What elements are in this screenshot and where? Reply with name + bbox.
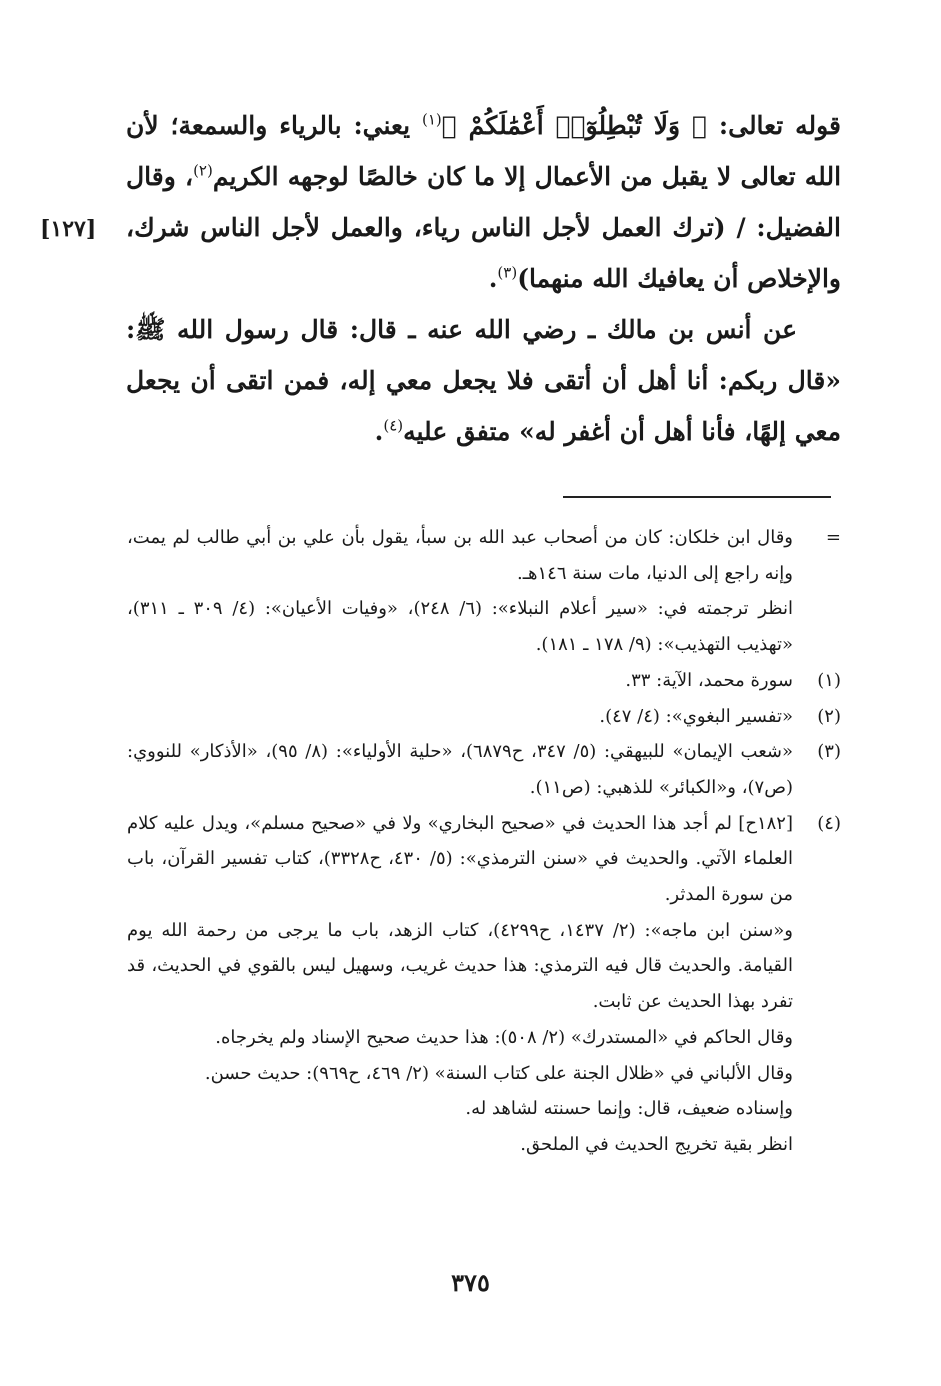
footnote-3 [127,734,841,805]
p1-text-b: يعني: بالرياء والسمعة؛ لأن الله تعالى لا يقبل من الأعمال إلا ما كان خالصًا لوجهه الكريم [126,111,842,191]
footnote-text: وقال الألباني في «ظلال الجنة على كتاب السنة» (٢/ ٤٦٩، ح٩٦٩): حديث حسن. [204,1062,793,1084]
footnote-1 [127,663,841,699]
footnote-text: وقال ابن خلكان: كان من أصحاب عبد الله بن سبأ، يقول بأن علي بن أبي طالب لم يمت، وإنه راجع إلى الدنيا، مات سنة ١٤٦هـ. [127,527,793,584]
p2-end: . [374,417,384,446]
footnote-2 [127,699,841,735]
footnote-text: [١٨٢ح] لم أجد هذا الحديث في «صحيح البخاري» ولا في «صحيح مسلم»، ويدل عليه كلام العلماء الآتي. والحديث في «سنن الترمذي»: (٥/ ٤٣٠، ح٣٣٢٨)، كتاب تفسير القرآن، باب من سورة المدثر. [127,812,793,906]
footnote-number: (١) [817,669,841,691]
footnote-text: «شعب الإيمان» للبيهقي: (٥/ ٣٤٧، ح٦٨٧٩)، «حلية الأولياء»: (٨/ ٩٥)، «الأذكار» للنووي: (ص٧)، و«الكبائر» للذهبي: (ص١١). [127,741,793,798]
p1-end: . [488,264,498,293]
footnote-continued-1 [127,520,841,591]
footnote-continued-2 [127,591,841,662]
footnote-4-extra-1 [127,913,841,1020]
footnote-text: «تفسير البغوي»: (٤/ ٤٧). [599,705,793,727]
footnote-text: وإسناده ضعيف، قال: وإنما حسنته لشاهد له. [465,1098,793,1120]
footnote-text: و«سنن ابن ماجه»: (٢/ ١٤٣٧، ح٤٢٩٩)، كتاب الزهد، باب ما يرجى من رحمة الله يوم القيامة. والحديث قال فيه الترمذي: هذا حديث غريب، وسهيل ليس بالقوي في الحديث، قد تفرد بهذا الحديث عن ثابت. [127,919,793,1013]
quran-verse: ﴿ وَلَا تُبْطِلُوٓا۟ أَعْمَٰلَكُمْ ﴾ [441,111,707,140]
footnote-text: سورة محمد، الآية: ٣٣. [625,669,793,691]
continuation-mark: = [825,527,841,548]
footnote-number: (٤) [817,812,841,834]
footnote-ref-4[interactable]: (٤) [383,416,404,435]
footnote-4-extra-3 [127,1056,841,1092]
footnote-text: انظر بقية تخريج الحديث في الملحق. [520,1133,793,1155]
paragraph-1 [126,100,841,304]
footnote-text: وقال الحاكم في «المستدرك» (٢/ ٥٠٨): هذا حديث صحيح الإسناد ولم يخرجاه. [215,1026,793,1048]
footnote-4-extra-2 [127,1020,841,1056]
footnote-ref-2[interactable]: (٢) [193,161,213,180]
main-text [126,100,841,457]
p1-text-c: ، وقال الفضيل: / (ترك العمل لأجل الناس رياء، والعمل لأجل الناس شرك، والإخلاص أن يعافيك الله منهما) [126,162,841,293]
footnote-text: انظر ترجمته في: «سير أعلام النبلاء»: (٦/ ٢٤٨)، «وفيات الأعيان»: (٤/ ٣٠٩ ـ ٣١١)، «تهذيب التهذيب»: (٩/ ١٧٨ ـ ١٨١). [127,598,793,656]
footnotes [127,520,841,1163]
p2-text: عن أنس بن مالك ـ رضي الله عنه ـ قال: قال رسول الله ﷺ: «قال ربكم: أنا أهل أن أتقى فلا يجعل معي إله، فمن اتقى أن يجعل معي إلهًا، فأنا أهل أن أغفر له» متفق عليه [126,315,841,446]
paragraph-2 [126,304,841,457]
footnote-ref-1[interactable]: (١) [421,110,442,129]
footnote-4-extra-5 [127,1127,841,1163]
footnote-4-extra-4 [127,1091,841,1127]
manuscript-page-marker: [١٢٧] [40,216,97,242]
footnote-number: (٢) [817,705,841,727]
footnote-separator [563,496,831,498]
footnote-ref-3[interactable]: (٣) [497,263,518,282]
page-number: ٣٧٥ [451,1268,490,1297]
footnote-number: (٣) [817,741,841,763]
p1-text-a: قوله تعالى: [706,111,841,140]
footnote-4 [127,806,841,913]
